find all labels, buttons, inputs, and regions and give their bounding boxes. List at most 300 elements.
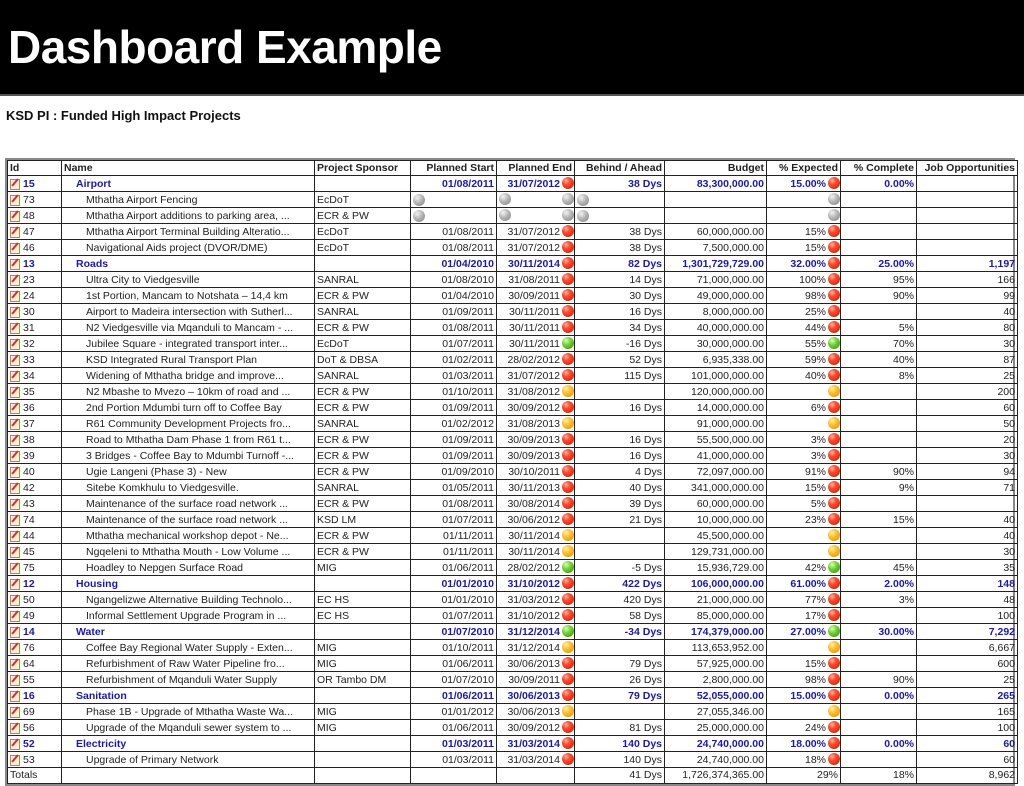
cell-planned-start (411, 384, 497, 400)
planned-start-value: 01/08/2011 (442, 225, 494, 238)
project-row[interactable] (8, 640, 1018, 656)
cell-planned-end (497, 352, 575, 368)
cell-jobs: 60 (917, 752, 1018, 768)
project-row[interactable] (8, 352, 1018, 368)
cell-name: Electricity (62, 736, 315, 752)
row-id[interactable]: 48 (23, 209, 35, 222)
edit-document-icon[interactable] (10, 290, 21, 301)
group-row[interactable] (8, 256, 1018, 272)
expected-value: 15% (804, 482, 826, 495)
planned-start-value: 01/08/2011 (442, 177, 494, 190)
cell-budget: 30,000,000.00 (665, 336, 767, 352)
group-row[interactable] (8, 576, 1018, 592)
cell-sponsor: MIG (315, 640, 411, 656)
column-header-name[interactable]: Name (62, 161, 315, 176)
edit-document-icon[interactable] (10, 354, 21, 365)
cell-jobs (917, 176, 1018, 192)
cell-jobs: 100 (917, 608, 1018, 624)
row-id[interactable]: 45 (23, 545, 35, 558)
column-header-complete[interactable]: % Complete (841, 161, 917, 176)
cell-name: Upgrade of Primary Network (62, 752, 315, 768)
behind-ahead-value: 39 Dys (629, 497, 662, 510)
planned-start-value: 01/08/2010 (441, 273, 494, 286)
cell-sponsor (315, 256, 411, 272)
row-id[interactable]: 55 (23, 673, 35, 686)
cell-complete (841, 240, 917, 256)
project-row[interactable] (8, 528, 1018, 544)
planned-end-value: 30/11/2011 (509, 306, 560, 319)
column-header-sponsor[interactable]: Project Sponsor (315, 161, 411, 176)
progress-status-light-icon (828, 593, 840, 605)
project-row[interactable] (8, 368, 1018, 384)
behind-ahead-value: 40 Dys (629, 481, 662, 494)
project-row[interactable] (8, 592, 1018, 608)
edit-document-icon[interactable] (10, 386, 21, 397)
cell-sponsor: SANRAL (315, 272, 411, 288)
cell-budget: 27,055,346.00 (665, 704, 767, 720)
planned-start-value: 01/05/2011 (442, 481, 494, 494)
expected-value: 27.00% (790, 626, 826, 639)
cell-name: R61 Community Development Projects fro... (62, 416, 315, 432)
cell-planned-start (411, 432, 497, 448)
project-row[interactable] (8, 560, 1018, 576)
cell-name: Maintenance of the surface road network ... (62, 512, 315, 528)
progress-status-light-icon (828, 449, 840, 461)
totals-behind: 41 Dys (575, 768, 665, 783)
cell-complete: 2.00% (841, 576, 917, 592)
row-id[interactable]: 64 (23, 657, 35, 670)
cell-behind-ahead (575, 528, 665, 544)
behind-ahead-value: 26 Dys (629, 673, 662, 686)
cell-budget: 113,653,952.00 (665, 640, 767, 656)
project-row[interactable] (8, 480, 1018, 496)
cell-jobs: 99 (917, 288, 1018, 304)
cell-expected (767, 464, 841, 480)
cell-complete (841, 720, 917, 736)
cell-name: Road to Mthatha Dam Phase 1 from R61 t... (62, 432, 315, 448)
row-id[interactable]: 42 (23, 481, 35, 494)
cell-name: Mthatha mechanical workshop depot - Ne... (62, 528, 315, 544)
cell-sponsor: ECR & PW (315, 544, 411, 560)
planned-end-value: 31/07/2012 (507, 242, 560, 255)
edit-document-icon[interactable] (10, 402, 21, 413)
row-id[interactable]: 24 (23, 289, 35, 302)
cell-name: Ugie Langeni (Phase 3) - New (62, 464, 315, 480)
row-id[interactable]: 33 (23, 353, 35, 366)
cell-planned-start (411, 560, 497, 576)
edit-document-icon[interactable] (10, 498, 21, 509)
cell-complete (841, 528, 917, 544)
cell-expected (767, 496, 841, 512)
edit-document-icon[interactable] (10, 178, 21, 189)
progress-status-light-icon (828, 609, 840, 621)
cell-planned-end (497, 576, 575, 592)
cell-jobs: 50 (917, 416, 1018, 432)
row-id[interactable]: 75 (23, 561, 35, 574)
project-row[interactable] (8, 464, 1018, 480)
schedule-status-light-icon (562, 625, 574, 637)
column-header-planned-start[interactable]: Planned Start (411, 161, 497, 176)
project-row[interactable] (8, 320, 1018, 336)
row-id[interactable]: 16 (23, 689, 35, 702)
edit-document-icon[interactable] (10, 258, 21, 269)
planned-end-value: 30/09/2011 (508, 674, 560, 687)
cell-planned-end (497, 624, 575, 640)
cell-name: Housing (62, 576, 315, 592)
cell-sponsor: SANRAL (315, 480, 411, 496)
column-header-expected[interactable]: % Expected (767, 161, 841, 176)
row-id[interactable]: 39 (23, 449, 35, 462)
cell-complete (841, 752, 917, 768)
project-row[interactable] (8, 192, 1018, 208)
cell-behind-ahead (575, 416, 665, 432)
cell-planned-end (497, 400, 575, 416)
project-row[interactable] (8, 240, 1018, 256)
cell-name: Jubilee Square - integrated transport inter... (62, 336, 315, 352)
row-id[interactable]: 56 (23, 721, 35, 734)
cell-behind-ahead (575, 288, 665, 304)
totals-row (8, 768, 1018, 783)
totals-sponsor-empty (315, 768, 411, 783)
edit-document-icon[interactable] (10, 546, 21, 557)
cell-budget: 120,000,000.00 (665, 384, 767, 400)
cell-jobs: 166 (917, 272, 1018, 288)
edit-document-icon[interactable] (10, 674, 21, 685)
edit-document-icon[interactable] (10, 594, 21, 605)
cell-planned-end (497, 240, 575, 256)
cell-sponsor: ECR & PW (315, 384, 411, 400)
cell-expected (767, 320, 841, 336)
cell-planned-start (411, 688, 497, 704)
cell-planned-start (411, 592, 497, 608)
cell-name: Widening of Mthatha bridge and improve... (62, 368, 315, 384)
edit-document-icon[interactable] (10, 210, 21, 221)
column-header-jobs[interactable]: Job Opportunities (917, 161, 1018, 176)
project-row[interactable] (8, 304, 1018, 320)
behind-ahead-value: 16 Dys (629, 401, 662, 414)
row-id[interactable]: 36 (23, 401, 35, 414)
cell-name: Sitebe Komkhulu to Viedgesville. (62, 480, 315, 496)
cell-budget: 83,300,000.00 (665, 176, 767, 192)
schedule-status-light-icon (562, 417, 574, 429)
cell-sponsor: ECR & PW (315, 320, 411, 336)
project-row[interactable] (8, 672, 1018, 688)
row-id[interactable]: 15 (23, 177, 35, 190)
progress-status-light-icon (828, 433, 840, 445)
project-row[interactable] (8, 416, 1018, 432)
edit-document-icon[interactable] (10, 466, 21, 477)
cell-complete (841, 304, 917, 320)
row-id[interactable]: 52 (23, 737, 35, 750)
edit-document-icon[interactable] (10, 242, 21, 253)
edit-document-icon[interactable] (10, 482, 21, 493)
edit-document-icon[interactable] (10, 754, 21, 765)
edit-document-icon[interactable] (10, 578, 21, 589)
cell-expected (767, 256, 841, 272)
project-row[interactable] (8, 704, 1018, 720)
row-id[interactable]: 40 (23, 465, 35, 478)
schedule-status-light-icon (562, 289, 574, 301)
cell-id (8, 656, 62, 672)
row-id[interactable]: 76 (23, 641, 35, 654)
edit-document-icon[interactable] (10, 370, 21, 381)
cell-complete (841, 208, 917, 224)
project-row[interactable] (8, 432, 1018, 448)
progress-status-light-icon (828, 337, 840, 349)
cell-sponsor (315, 736, 411, 752)
row-id[interactable]: 14 (23, 625, 35, 638)
project-row[interactable] (8, 752, 1018, 768)
edit-document-icon[interactable] (10, 194, 21, 205)
cell-behind-ahead (575, 496, 665, 512)
edit-document-icon[interactable] (10, 306, 21, 317)
cell-planned-start (411, 496, 497, 512)
planned-start-value: 01/09/2011 (442, 401, 494, 414)
cell-behind-ahead (575, 752, 665, 768)
project-row[interactable] (8, 608, 1018, 624)
planned-start-value: 01/08/2011 (442, 497, 494, 510)
row-id[interactable]: 23 (23, 273, 35, 286)
project-row[interactable] (8, 336, 1018, 352)
cell-planned-end (497, 176, 575, 192)
cell-planned-start (411, 224, 497, 240)
expected-value: 98% (804, 290, 826, 303)
expected-value: 98% (804, 674, 826, 687)
cell-planned-start (411, 416, 497, 432)
edit-document-icon[interactable] (10, 738, 21, 749)
cell-jobs: 35 (917, 560, 1018, 576)
project-row[interactable] (8, 512, 1018, 528)
status-light-icon (413, 194, 425, 206)
planned-start-value: 01/01/2012 (441, 705, 494, 718)
column-header-budget[interactable]: Budget (665, 161, 767, 176)
edit-document-icon[interactable] (10, 706, 21, 717)
cell-planned-start (411, 448, 497, 464)
group-row[interactable] (8, 688, 1018, 704)
cell-expected (767, 528, 841, 544)
cell-name: Ngqeleni to Mthatha Mouth - Low Volume ... (62, 544, 315, 560)
edit-document-icon[interactable] (10, 642, 21, 653)
row-id[interactable]: 43 (23, 497, 35, 510)
row-id[interactable]: 44 (23, 529, 35, 542)
cell-expected (767, 480, 841, 496)
cell-planned-start (411, 208, 497, 224)
edit-document-icon[interactable] (10, 226, 21, 237)
row-id[interactable]: 13 (23, 257, 35, 270)
cell-planned-start (411, 752, 497, 768)
row-id[interactable]: 35 (23, 385, 35, 398)
cell-expected (767, 192, 841, 208)
cell-complete: 70% (841, 336, 917, 352)
edit-document-icon[interactable] (10, 274, 21, 285)
schedule-status-light-icon (562, 641, 574, 653)
slide-title-bar (0, 0, 1024, 96)
cell-budget: 101,000,000.00 (665, 368, 767, 384)
progress-status-light-icon (828, 369, 840, 381)
progress-status-light-icon (828, 529, 840, 541)
behind-ahead-value: 21 Dys (629, 513, 662, 526)
cell-jobs: 25 (917, 672, 1018, 688)
planned-end-value: 31/12/2014 (507, 626, 560, 639)
cell-expected (767, 448, 841, 464)
project-row[interactable] (8, 288, 1018, 304)
planned-end-value: 30/06/2013 (507, 706, 560, 719)
cell-behind-ahead (575, 240, 665, 256)
schedule-status-light-icon (562, 577, 574, 589)
planned-end-value: 30/06/2013 (507, 658, 560, 671)
cell-id (8, 736, 62, 752)
cell-sponsor: ECR & PW (315, 432, 411, 448)
edit-document-icon[interactable] (10, 530, 21, 541)
edit-document-icon[interactable] (10, 450, 21, 461)
edit-document-icon[interactable] (10, 514, 21, 525)
project-row[interactable] (8, 208, 1018, 224)
cell-planned-end (497, 752, 575, 768)
project-row[interactable] (8, 384, 1018, 400)
group-row[interactable] (8, 624, 1018, 640)
cell-planned-end (497, 704, 575, 720)
cell-jobs: 87 (917, 352, 1018, 368)
edit-document-icon[interactable] (10, 562, 21, 573)
cell-jobs: 30 (917, 336, 1018, 352)
cell-complete (841, 640, 917, 656)
planned-start-value: 01/06/2011 (442, 657, 494, 670)
cell-planned-end (497, 288, 575, 304)
cell-jobs: 20 (917, 432, 1018, 448)
row-id[interactable]: 31 (23, 321, 35, 334)
progress-status-light-icon (828, 481, 840, 493)
cell-id (8, 576, 62, 592)
planned-end-value: 30/09/2013 (507, 450, 560, 463)
row-id[interactable]: 53 (23, 753, 35, 766)
cell-id (8, 432, 62, 448)
cell-sponsor (315, 752, 411, 768)
planned-end-value: 30/11/2013 (508, 482, 560, 495)
cell-planned-end (497, 672, 575, 688)
edit-document-icon[interactable] (10, 322, 21, 333)
cell-jobs: 25 (917, 368, 1018, 384)
expected-value: 40% (804, 370, 826, 383)
row-id[interactable]: 32 (23, 337, 35, 350)
row-id[interactable]: 38 (23, 433, 35, 446)
schedule-status-light-icon (562, 369, 574, 381)
schedule-status-light-icon (562, 193, 574, 205)
edit-document-icon[interactable] (10, 658, 21, 669)
planned-start-value: 01/02/2012 (441, 417, 494, 430)
edit-document-icon[interactable] (10, 626, 21, 637)
edit-document-icon[interactable] (10, 434, 21, 445)
row-id[interactable]: 69 (23, 705, 35, 718)
project-row[interactable] (8, 496, 1018, 512)
cell-name: Mthatha Airport additions to parking area, ... (62, 208, 315, 224)
schedule-status-light-icon (562, 721, 574, 733)
row-id[interactable]: 49 (23, 609, 35, 622)
project-row[interactable] (8, 448, 1018, 464)
planned-end-value: 28/02/2012 (507, 354, 560, 367)
cell-name: 1st Portion, Mancam to Notshata – 14,4 km (62, 288, 315, 304)
row-id[interactable]: 50 (23, 593, 35, 606)
totals-complete: 18% (841, 768, 917, 783)
row-id[interactable]: 73 (23, 193, 35, 206)
cell-planned-start (411, 464, 497, 480)
column-header-behind-ahead[interactable]: Behind / Ahead (575, 161, 665, 176)
schedule-status-light-icon (562, 433, 574, 445)
cell-expected (767, 560, 841, 576)
cell-name: Mthatha Airport Terminal Building Alteratio... (62, 224, 315, 240)
cell-budget: 106,000,000.00 (665, 576, 767, 592)
edit-document-icon[interactable] (10, 690, 21, 701)
edit-document-icon[interactable] (10, 338, 21, 349)
cell-jobs: 265 (917, 688, 1018, 704)
project-row[interactable] (8, 656, 1018, 672)
cell-expected (767, 400, 841, 416)
totals-name-empty (62, 768, 315, 783)
planned-start-value: 01/06/2011 (442, 689, 494, 702)
expected-value: 42% (804, 562, 826, 575)
planned-end-value: 30/11/2011 (509, 322, 560, 335)
project-row[interactable] (8, 272, 1018, 288)
cell-complete (841, 496, 917, 512)
planned-start-value: 01/01/2010 (441, 577, 494, 590)
column-header-id[interactable]: Id (8, 161, 62, 176)
cell-jobs: 100 (917, 720, 1018, 736)
row-id[interactable]: 37 (23, 417, 35, 430)
edit-document-icon[interactable] (10, 418, 21, 429)
planned-start-value: 01/06/2011 (442, 561, 494, 574)
progress-status-light-icon (828, 321, 840, 333)
schedule-status-light-icon (562, 593, 574, 605)
planned-end-value: 30/08/2014 (507, 498, 560, 511)
edit-document-icon[interactable] (10, 722, 21, 733)
planned-end-value: 31/03/2012 (507, 594, 560, 607)
cell-behind-ahead (575, 368, 665, 384)
row-id[interactable]: 12 (23, 577, 35, 590)
row-id[interactable]: 34 (23, 369, 35, 382)
cell-sponsor: SANRAL (315, 304, 411, 320)
edit-document-icon[interactable] (10, 610, 21, 621)
cell-complete: 40% (841, 352, 917, 368)
cell-behind-ahead (575, 544, 665, 560)
table-header-row (8, 161, 1018, 176)
cell-expected (767, 640, 841, 656)
planned-start-value: 01/03/2011 (442, 753, 494, 766)
group-row[interactable] (8, 736, 1018, 752)
cell-jobs: 7,292 (917, 624, 1018, 640)
column-header-planned-end[interactable]: Planned End (497, 161, 575, 176)
cell-behind-ahead (575, 304, 665, 320)
cell-budget: 71,000,000.00 (665, 272, 767, 288)
group-row[interactable] (8, 176, 1018, 192)
project-row[interactable] (8, 544, 1018, 560)
cell-jobs: 148 (917, 576, 1018, 592)
behind-ahead-value: 115 Dys (624, 369, 662, 382)
cell-expected (767, 736, 841, 752)
cell-complete: 45% (841, 560, 917, 576)
row-id[interactable]: 47 (23, 225, 35, 238)
planned-end-value: 31/07/2012 (507, 226, 560, 239)
cell-name: Ultra City to Viedgesville (62, 272, 315, 288)
cell-expected (767, 624, 841, 640)
project-row[interactable] (8, 720, 1018, 736)
project-row[interactable] (8, 400, 1018, 416)
expected-value: 15% (804, 242, 826, 255)
row-id[interactable]: 74 (23, 513, 35, 526)
row-id[interactable]: 46 (23, 241, 35, 254)
project-row[interactable] (8, 224, 1018, 240)
cell-jobs (917, 192, 1018, 208)
cell-sponsor: EcDoT (315, 224, 411, 240)
row-id[interactable]: 30 (23, 305, 35, 318)
